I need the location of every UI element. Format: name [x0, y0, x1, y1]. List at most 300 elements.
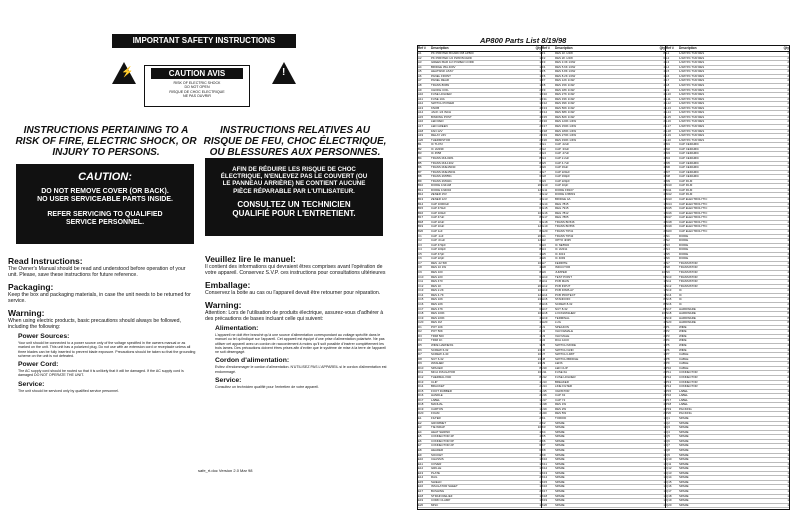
- part-description: RES 5W: [555, 412, 567, 416]
- part-ref: Q20: [666, 503, 672, 507]
- part-qty: 8: [539, 302, 541, 306]
- part-qty: 6: [539, 448, 541, 452]
- part-ref: D3: [418, 334, 422, 338]
- part-description: CORD CLAMP: [431, 499, 451, 503]
- part-description: TRANS TIP42: [555, 234, 574, 238]
- part-ref: P2: [666, 330, 670, 334]
- part-ref: D9: [418, 362, 422, 366]
- part-description: FOOT RUBBER: [431, 389, 452, 393]
- part-qty: 2: [787, 61, 789, 65]
- part-qty: 2: [539, 88, 541, 92]
- part-description: SPARE: [555, 430, 565, 434]
- part-ref: J1: [542, 325, 546, 329]
- part-qty: 4: [663, 184, 665, 188]
- part-description: HEATSINK ASSY: [431, 70, 454, 74]
- part-ref: N1: [666, 234, 670, 238]
- part-qty: 6: [539, 175, 541, 179]
- part-qty: 1: [539, 471, 541, 475]
- part-qty: 6: [539, 220, 541, 224]
- part-ref: K12: [542, 467, 548, 471]
- part-ref: A17: [418, 125, 424, 128]
- part-ref: A6: [418, 74, 422, 78]
- part-description: GREEN BAR 1/2 POWER CORD: [431, 61, 474, 65]
- part-description: SPARE: [555, 471, 565, 475]
- part-qty: 4: [787, 261, 789, 265]
- part-qty: 2: [663, 120, 665, 124]
- part-description: CAP 47pF: [431, 252, 445, 256]
- part-ref: M4: [666, 156, 671, 160]
- part-ref: Q13: [666, 471, 672, 475]
- part-ref: N8: [666, 266, 670, 270]
- warning-title: CAUTION:: [78, 171, 132, 183]
- part-ref: J13: [542, 380, 547, 384]
- safety-header: IMPORTANT SAFETY INSTRUCTIONS: [112, 34, 296, 48]
- part-ref: L8: [666, 83, 670, 87]
- part-ref: E15: [418, 480, 424, 484]
- part-ref: Q12: [666, 467, 672, 471]
- part-qty: 2: [663, 266, 665, 270]
- part-description: RCA JACK: [555, 339, 570, 343]
- part-description: SPARE: [555, 490, 565, 493]
- part-qty: 2: [787, 83, 789, 87]
- part-description: LABEL: [679, 389, 688, 393]
- part-ref: C19: [418, 316, 424, 320]
- part-description: SWITCH LIMIT: [555, 353, 575, 357]
- part-description: CAP 220uF: [555, 170, 570, 174]
- part-qty: 1: [787, 412, 789, 416]
- part-qty: 2: [539, 325, 541, 329]
- part-qty: 4: [787, 348, 789, 352]
- part-description: TRANS MJL3281: [431, 156, 454, 160]
- part-qty: 2: [663, 239, 665, 243]
- part-description: XLR MALE: [555, 334, 570, 338]
- part-description: CONNECTOR: [679, 375, 698, 379]
- part-qty: 1: [663, 344, 665, 347]
- part-qty: 2: [787, 74, 789, 78]
- part-qty: 4: [663, 115, 665, 119]
- subsection-text: Consultez un technicien qualifié pour l'entretien de votre appareil.: [215, 385, 319, 390]
- part-qty: 8: [663, 298, 665, 302]
- part-ref: A18: [418, 129, 424, 133]
- section-heading: Warning:: [205, 300, 242, 310]
- part-description: SPARE: [679, 444, 689, 448]
- part-qty: 1: [663, 348, 665, 352]
- part-qty: 4: [787, 280, 789, 284]
- part-description: CAP 1uF: [431, 229, 443, 233]
- part-description: FAN 12V: [431, 129, 443, 133]
- part-description: SPARE: [555, 458, 565, 462]
- part-ref: D14: [418, 385, 424, 389]
- part-description: THERMAL PAD: [431, 375, 452, 379]
- part-description: TRANS BC546: [555, 220, 575, 224]
- part-qty: 4: [787, 243, 789, 247]
- part-qty: 2: [539, 421, 541, 425]
- part-description: RAIL: [431, 476, 438, 480]
- part-ref: M3: [666, 152, 671, 156]
- part-qty: 4: [539, 334, 541, 338]
- part-description: 1/4W 5% TUR RES: [679, 120, 705, 124]
- part-qty: 8: [663, 52, 665, 55]
- part-ref: B13: [418, 198, 424, 201]
- part-ref: L14: [666, 111, 671, 115]
- parts-column: [666, 52, 789, 508]
- part-description: SPARE: [555, 444, 565, 448]
- part-qty: 4: [539, 143, 541, 147]
- part-ref: J14: [542, 385, 547, 389]
- part-ref: J17: [542, 398, 547, 402]
- warning-line: REFER SERVICING TO QUALIFIED: [47, 211, 163, 218]
- part-qty: 3: [539, 344, 541, 347]
- part-qty: 8: [539, 280, 541, 284]
- part-ref: C10: [418, 275, 424, 279]
- part-ref: G1: [542, 143, 546, 147]
- part-qty: 1: [663, 467, 665, 471]
- part-ref: B6: [418, 166, 422, 170]
- part-description: 1/4W 5% TUR RES: [679, 111, 705, 115]
- part-qty: 4: [663, 79, 665, 83]
- part-qty: 2: [787, 375, 789, 379]
- part-ref: L6: [666, 74, 670, 78]
- part-description: IC 4093: [555, 257, 566, 261]
- part-qty: 2: [663, 125, 665, 128]
- part-qty: 1: [787, 394, 789, 398]
- part-ref: G5: [542, 161, 546, 165]
- part-qty: 1: [663, 289, 665, 293]
- part-qty: 2: [787, 134, 789, 138]
- part-description: FOAM: [431, 412, 440, 416]
- intro-fr-line: INSTRUCTIONS RELATIVES AU: [219, 125, 370, 136]
- part-description: RES 18K 1/4W: [555, 88, 575, 92]
- part-ref: Q3: [666, 426, 670, 430]
- part-qty: 1: [663, 485, 665, 489]
- section-heading: Packaging:: [8, 282, 54, 292]
- part-description: LABEL: [679, 398, 688, 402]
- part-description: RES 12K 1/4W: [555, 79, 575, 83]
- part-description: CAP X2: [555, 394, 566, 398]
- part-qty: 6: [539, 207, 541, 211]
- part-ref: N11: [666, 280, 672, 284]
- part-description: IC: [679, 298, 682, 302]
- part-ref: P1: [666, 325, 670, 329]
- part-description: CONNECTOR 6P: [431, 439, 454, 443]
- part-description: PANEL FRONT: [431, 74, 451, 78]
- part-ref: A3: [418, 61, 422, 65]
- part-ref: B10: [418, 184, 424, 188]
- part-ref: A8: [418, 83, 422, 87]
- part-description: RES 8.2K 1/4W: [555, 74, 576, 78]
- part-qty: 24: [537, 357, 541, 361]
- part-description: HEADER: [431, 448, 444, 452]
- part-ref: K4: [542, 430, 546, 434]
- part-qty: 8: [539, 229, 541, 233]
- part-qty: 2: [787, 371, 789, 375]
- part-ref: L7: [666, 79, 670, 83]
- part-description: RES 330K 1/4W: [555, 138, 577, 142]
- part-description: HEAT SHRINK: [431, 430, 451, 434]
- part-qty: 2: [539, 125, 541, 128]
- part-qty: 1: [663, 385, 665, 389]
- subsection-text: The unit should be serviced only by qualified service personnel.: [18, 388, 119, 393]
- part-ref: F5: [542, 70, 546, 74]
- part-ref: N13: [666, 289, 672, 293]
- part-qty: 1: [663, 207, 665, 211]
- part-ref: M15: [666, 207, 672, 211]
- intro-fr-line: RISQUE DE FEU, CHOC ÉLECTRIQUE,: [203, 136, 387, 147]
- warning-line: NO USER SERVICEABLE PARTS INSIDE.: [37, 196, 173, 203]
- part-qty: 2: [663, 138, 665, 142]
- part-qty: 2: [539, 330, 541, 334]
- part-description: NUT 8-32: [555, 307, 568, 311]
- part-qty: 10: [537, 426, 541, 430]
- part-qty: 1: [663, 448, 665, 452]
- part-qty: 1: [539, 79, 541, 83]
- part-ref: K11: [542, 462, 547, 466]
- part-ref: B16: [418, 211, 424, 215]
- part-description: FILTER: [431, 417, 441, 420]
- part-qty: 4: [663, 179, 665, 183]
- part-ref: F1: [542, 52, 546, 55]
- part-qty: 1: [663, 439, 665, 443]
- part-qty: 1: [663, 252, 665, 256]
- part-description: VARISTOR: [555, 389, 570, 393]
- part-description: STRAIN RELIEF: [431, 494, 453, 498]
- part-ref: D2: [418, 330, 422, 334]
- part-qty: 4: [539, 170, 541, 174]
- part-qty: 24: [537, 298, 541, 302]
- part-ref: H7: [542, 261, 546, 265]
- part-ref: F4: [542, 65, 546, 69]
- caution-small-3: RISQUE DE CHOC ELECTRIQUE: [169, 89, 225, 94]
- part-ref: N16: [666, 302, 672, 306]
- part-qty: 4: [663, 70, 665, 74]
- part-description: RES 1K: [431, 284, 442, 288]
- part-qty: 1: [663, 280, 665, 284]
- part-description: 1/4W 5% TUR RES: [679, 83, 705, 87]
- fr-warning-line: LE PANNEAU ARRIÈRE) NE CONTIENT AUCUNE: [222, 180, 366, 188]
- part-ref: A7: [418, 79, 422, 83]
- part-ref: K15: [542, 480, 548, 484]
- section-text: Il contient des informations qui devraient êtres comprises avant l'opération de votre appareil. Conservez S.V.P. ces instructions pour consultations ultérieures: [205, 264, 386, 276]
- part-qty: 4: [663, 143, 665, 147]
- part-qty: 1: [787, 448, 789, 452]
- part-qty: 16: [537, 371, 541, 375]
- part-qty: 8: [539, 216, 541, 220]
- part-qty: 4: [663, 261, 665, 265]
- part-description: SPARE: [555, 462, 565, 466]
- part-ref: F14: [542, 111, 547, 115]
- part-description: WIRE: [679, 348, 687, 352]
- section-text: When using electric products, basic precautions should always be followed, including the following:: [8, 318, 182, 330]
- part-description: CAP ELECTROLYTIC: [679, 207, 708, 211]
- part-ref: A13: [418, 106, 424, 110]
- part-description: LED CLIP: [555, 366, 568, 370]
- part-qty: 1: [787, 503, 789, 507]
- part-description: SPARE: [555, 494, 565, 498]
- part-ref: F20: [542, 138, 547, 142]
- part-description: IC NE5532: [555, 243, 570, 247]
- part-description: TRANSISTOR: [679, 261, 698, 265]
- lightning-warning-icon: ⚡: [112, 62, 136, 84]
- part-ref: N10: [666, 275, 672, 279]
- part-qty: 1: [663, 211, 665, 215]
- part-qty: 4: [663, 407, 665, 411]
- part-qty: 1: [787, 458, 789, 462]
- part-qty: 4: [539, 193, 541, 197]
- part-qty: 2: [539, 152, 541, 156]
- part-qty: 4: [787, 193, 789, 197]
- part-qty: 2: [539, 385, 541, 389]
- part-ref: J20: [542, 412, 547, 416]
- part-description: CAP 10pF: [555, 184, 569, 188]
- part-qty: 2: [787, 366, 789, 370]
- part-description: LABEL: [431, 398, 440, 402]
- subsection-heading: Power Cord:: [18, 361, 59, 369]
- part-ref: A2: [418, 56, 422, 60]
- part-description: OPTO 4N35: [555, 239, 571, 243]
- part-description: POT 10K: [431, 325, 443, 329]
- part-ref: P16: [666, 394, 672, 398]
- part-ref: Q1: [666, 417, 670, 420]
- part-description: RES 1W: [555, 403, 567, 407]
- part-ref: J12: [542, 375, 547, 379]
- part-qty: 4: [787, 175, 789, 179]
- part-qty: 8: [663, 307, 665, 311]
- part-qty: 1: [787, 398, 789, 402]
- part-qty: 1: [539, 74, 541, 78]
- part-description: DIODE 1N5819: [555, 193, 576, 197]
- part-description: FUSE HOLDER: [431, 93, 452, 97]
- part-qty: 1: [787, 403, 789, 407]
- subsection-text: L'appareil ne doit être branché qu'à une source d'alimentation correspondant au voltage spécifié dans le manuel ou tel qu'indiqué sur l'appareil. Cet appareil est équipé d'une prise d'alimentation polarisée. Ne pas utiliser cet appareil avec un cordon de raccordement à moins qu'il soit possible d'insérer complètement les trois lames. Des précautions doivent êtres prises afin d'eviter que le système de mise à la terre de l'appareil ne soit désengagé.: [215, 333, 386, 355]
- part-description: PK PRINTED 1/2 PWR BOARD: [431, 56, 472, 60]
- part-ref: J18: [542, 403, 547, 407]
- part-qty: 2: [539, 417, 541, 420]
- part-ref: K19: [542, 499, 548, 503]
- part-description: RES 68K 1/4W: [555, 111, 575, 115]
- part-description: FUSE 10A: [431, 97, 445, 101]
- part-qty: 1: [787, 494, 789, 498]
- part-qty: 2: [787, 380, 789, 384]
- part-qty: 4: [663, 74, 665, 78]
- part-qty: 4: [787, 284, 789, 288]
- part-qty: 4: [787, 216, 789, 220]
- part-ref: K9: [542, 453, 546, 457]
- part-qty: 4: [663, 316, 665, 320]
- part-description: STANDOFF: [555, 298, 571, 302]
- fr-warning-line: AFIN DE RÉDUIRE LES RISQUE DE CHOC: [232, 166, 356, 173]
- part-qty: 16: [661, 312, 665, 316]
- part-description: LED RED: [431, 120, 444, 124]
- part-qty: 1: [663, 421, 665, 425]
- part-description: WIRE: [679, 344, 687, 347]
- part-description: TERMINAL: [555, 316, 570, 320]
- part-qty: 1: [663, 458, 665, 462]
- part-ref: H16: [542, 302, 548, 306]
- part-ref: E7: [418, 444, 422, 448]
- part-description: 1/4W 5% TUR RES: [679, 134, 705, 138]
- part-qty: 12: [537, 293, 541, 297]
- part-ref: K10: [542, 458, 548, 462]
- part-ref: L20: [666, 138, 671, 142]
- part-qty: 4: [787, 202, 789, 206]
- part-qty: 6: [539, 243, 541, 247]
- part-ref: K18: [542, 494, 548, 498]
- part-qty: 1: [663, 499, 665, 503]
- part-description: TOROID: [555, 417, 567, 420]
- part-ref: L16: [666, 120, 671, 124]
- part-qty: 2: [539, 412, 541, 416]
- part-description: SPACER: [431, 366, 443, 370]
- part-qty: 2: [787, 52, 789, 55]
- parts-column-header: Qty: [783, 46, 789, 50]
- part-ref: E16: [418, 485, 424, 489]
- part-qty: 4: [539, 453, 541, 457]
- part-description: SPARE: [555, 448, 565, 452]
- part-description: CAP FILM: [679, 193, 693, 197]
- part-qty: 4: [539, 257, 541, 261]
- part-ref: F9: [542, 88, 546, 92]
- part-ref: K17: [542, 490, 548, 493]
- part-description: IC LM311: [555, 248, 568, 252]
- part-description: RES 1K 1/4W: [555, 52, 573, 55]
- part-qty: 4: [663, 193, 665, 197]
- part-ref: D19: [418, 407, 424, 411]
- part-ref: M17: [666, 216, 672, 220]
- part-description: PACKING: [679, 412, 692, 416]
- part-description: HARDWARE: [679, 312, 696, 316]
- part-ref: A5: [418, 70, 422, 74]
- part-description: IC LM339: [431, 147, 444, 151]
- part-qty: 4: [787, 248, 789, 252]
- part-description: SCREW 8-32: [555, 302, 573, 306]
- part-ref: L3: [666, 61, 670, 65]
- part-description: TRANS BC556: [555, 225, 575, 229]
- part-description: SPEAKON: [555, 325, 569, 329]
- part-ref: B5: [418, 161, 422, 165]
- part-description: TRIM 1K: [431, 339, 443, 343]
- part-ref: E4: [418, 430, 422, 434]
- fr-warning-line: CONSULTEZ UN TECHNICIEN: [237, 199, 351, 209]
- part-description: RES 220K: [431, 316, 445, 320]
- part-description: SPARE: [679, 476, 689, 480]
- part-ref: C15: [418, 298, 424, 302]
- part-ref: E9: [418, 453, 422, 457]
- part-qty: 4: [787, 330, 789, 334]
- part-ref: E13: [418, 471, 424, 475]
- part-ref: G16: [542, 211, 548, 215]
- part-qty: 2: [663, 412, 665, 416]
- part-qty: 2: [663, 243, 665, 247]
- part-qty: 10: [537, 211, 541, 215]
- part-ref: E20: [418, 503, 424, 507]
- part-description: IC 4558: [431, 152, 442, 156]
- part-qty: 2: [787, 357, 789, 361]
- part-ref: C11: [418, 280, 424, 284]
- part-ref: H5: [542, 252, 546, 256]
- part-qty: 1: [663, 462, 665, 466]
- part-description: SCREW 6-32: [431, 348, 449, 352]
- part-qty: 2: [787, 56, 789, 60]
- part-description: LOCKWASHER: [555, 312, 576, 316]
- part-qty: 2: [787, 362, 789, 366]
- part-qty: 1: [787, 471, 789, 475]
- part-qty: 1: [663, 380, 665, 384]
- part-ref: G7: [542, 170, 546, 174]
- part-qty: 2: [539, 138, 541, 142]
- part-qty: 24: [537, 348, 541, 352]
- part-description: CONNECTOR: [679, 380, 698, 384]
- part-ref: Q16: [666, 485, 672, 489]
